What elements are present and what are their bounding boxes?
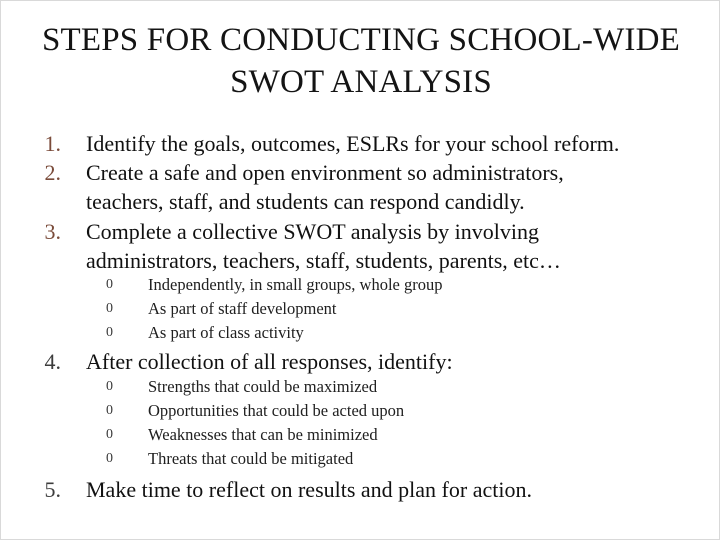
title-line-2: SWOT ANALYSIS — [230, 64, 492, 100]
step-text: Make time to reflect on results and plan for action. — [86, 477, 532, 502]
bullet-marker: 0 — [106, 427, 113, 442]
step-number: 1. — [44, 131, 61, 156]
sub-item-text: Independently, in small groups, whole group — [148, 275, 443, 294]
bullet-marker: 0 — [106, 451, 113, 466]
step-number: 4. — [44, 349, 61, 374]
step-number: 2. — [44, 160, 61, 185]
step-text: After collection of all responses, identify: — [86, 349, 453, 374]
sub-item-text: As part of class activity — [148, 323, 304, 342]
sub-item-text: Threats that could be mitigated — [148, 449, 354, 468]
step-text-line-2: administrators, teachers, staff, students, parents, etc… — [86, 248, 561, 273]
step-text-line-2: teachers, staff, and students can respond candidly. — [86, 189, 525, 214]
bullet-marker: 0 — [106, 379, 113, 394]
bullet-marker: 0 — [106, 301, 113, 316]
title-line-1: STEPS FOR CONDUCTING SCHOOL-WIDE — [41, 22, 680, 58]
bullet-marker: 0 — [106, 403, 113, 418]
bullet-marker: 0 — [106, 277, 113, 292]
bullet-marker: 0 — [106, 325, 113, 340]
sub-item-text: Strengths that could be maximized — [148, 377, 378, 396]
slide-title — [21, 19, 701, 103]
step-text-line-1: Create a safe and open environment so administrators, — [86, 160, 564, 185]
step-text-line-1: Complete a collective SWOT analysis by involving — [86, 219, 539, 244]
sub-item-text: Opportunities that could be acted upon — [148, 401, 405, 420]
step-text: Identify the goals, outcomes, ESLRs for your school reform. — [86, 131, 620, 156]
step-number: 5. — [44, 477, 61, 502]
sub-item-text: Weaknesses that can be minimized — [148, 425, 378, 444]
step-number: 3. — [44, 219, 61, 244]
sub-item-text: As part of staff development — [148, 299, 337, 318]
